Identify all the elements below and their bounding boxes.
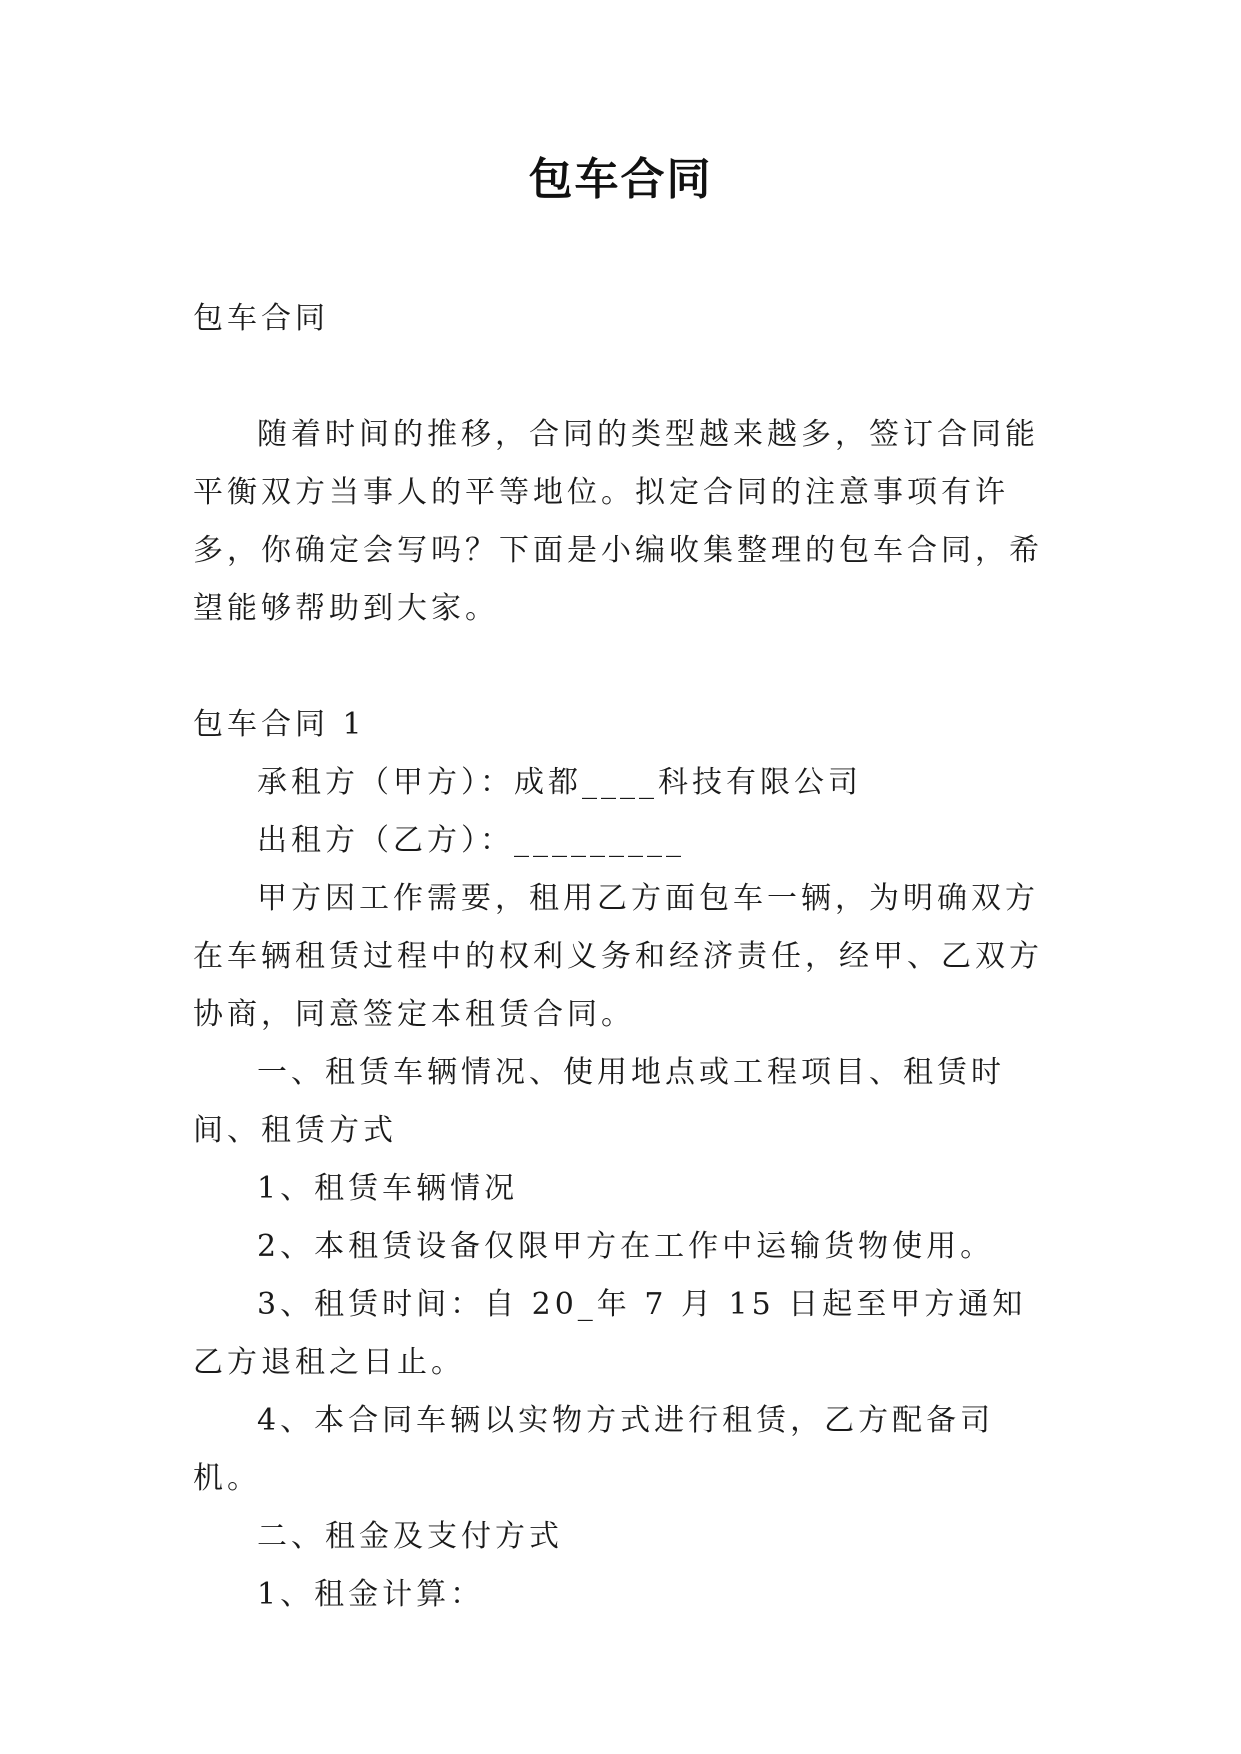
section-1-heading: 一、租赁车辆情况、使用地点或工程项目、租赁时间、租赁方式 xyxy=(193,1055,1005,1148)
intro-paragraph: 随着时间的推移，合同的类型越来越多，签订合同能平衡双方当事人的平等地位。拟定合同的注意事项有许多，你确定会写吗？下面是小编收集整理的包车合同，希望能够帮助到大家。 xyxy=(193,417,1043,626)
clause-1-1: 1、租赁车辆情况 xyxy=(257,1171,519,1206)
section-2-heading: 二、租金及支付方式 xyxy=(257,1519,563,1554)
party-a-line: 承租方（甲方）：成都____科技有限公司 xyxy=(257,765,862,800)
document-body xyxy=(193,290,1053,1624)
clause-2-1: 1、租金计算： xyxy=(257,1577,485,1612)
contract-heading: 包车合同 1 xyxy=(193,707,366,742)
document-title: 包车合同 xyxy=(528,154,713,205)
clause-1-4: 4、本合同车辆以实物方式进行租赁，乙方配备司机。 xyxy=(193,1403,995,1496)
intro-heading: 包车合同 xyxy=(193,301,329,336)
party-b-line: 出租方（乙方）：_________ xyxy=(257,823,685,858)
clause-1-2: 2、本租赁设备仅限甲方在工作中运输货物使用。 xyxy=(257,1229,995,1264)
purpose-paragraph: 甲方因工作需要，租用乙方面包车一辆，为明确双方在车辆租赁过程中的权利义务和经济责任，经甲、乙双方协商，同意签定本租赁合同。 xyxy=(193,881,1043,1032)
clause-1-3: 3、租赁时间：自 20_年 7 月 15 日起至甲方通知乙方退租之日止。 xyxy=(193,1287,1027,1380)
